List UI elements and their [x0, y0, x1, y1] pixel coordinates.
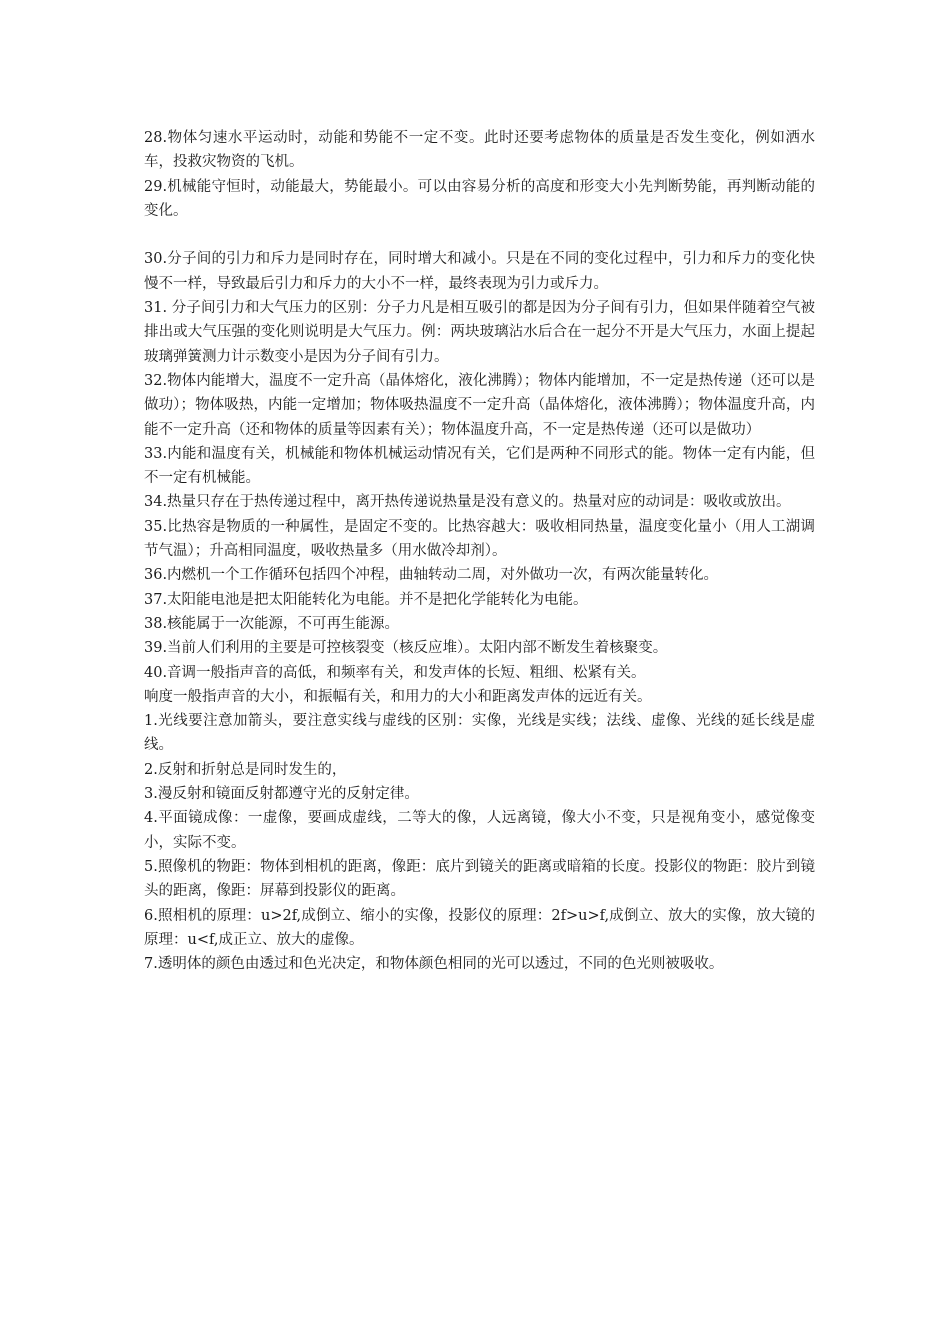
paragraph: 2.反射和折射总是同时发生的， — [144, 761, 347, 778]
paragraph: 37.太阳能电池是把太阳能转化为电能。并不是把化学能转化为电能。 — [144, 591, 588, 608]
paragraph: 6.照相机的原理：u>2f,成倒立、缩小的实像，投影仪的原理：2f>u>f,成倒立、放大的实像，放大镜的原理：u<f,成正立、放大的虚像。 — [144, 907, 815, 948]
paragraph: 响度一般指声音的大小，和振幅有关，和用力的大小和距离发声体的远近有关。 — [144, 688, 652, 705]
blank-line — [144, 223, 815, 247]
paragraph: 5.照像机的物距：物体到相机的距离，像距：底片到镜关的距离或暗箱的长度。投影仪的物距：胶片到镜头的距离，像距：屏幕到投影仪的距离。 — [144, 858, 815, 900]
paragraph: 31. 分子间引力和大气压力的区别：分子力凡是相互吸引的都是因为分子间有引力，但如果伴随着空气被排出或大气压强的变化则说明是大气压力。例：两块玻璃沾水后合在一起分不开是大气压力，水面上提起玻璃弹簧测力计示数变小是因为分子间有引力。 — [144, 300, 815, 365]
document-page — [144, 126, 815, 976]
paragraph: 36.内燃机一个工作循环包括四个冲程，曲轴转动二周，对外做功一次，有两次能量转化。 — [144, 567, 719, 584]
paragraph: 40.音调一般指声音的高低，和频率有关，和发声体的长短、粗细、松紧有关。 — [144, 664, 646, 681]
paragraph: 30.分子间的引力和斥力是同时存在，同时增大和减小。只是在不同的变化过程中，引力和斥力的变化快慢不一样，导致最后引力和斥力的大小不一样，最终表现为引力或斥力。 — [144, 251, 815, 292]
paragraph-group-heat-sound-light — [144, 247, 815, 976]
paragraph: 28.物体匀速水平运动时，动能和势能不一定不变。此时还要考虑物体的质量是否发生变化，例如洒水车，投救灾物资的飞机。 — [144, 130, 815, 171]
paragraph: 32.物体内能增大，温度不一定升高（晶体熔化，液化沸腾）；物体内能增加，不一定是热传递（还可以是做功）；物体吸热，内能一定增加；物体吸热温度不一定升高（晶体熔化，液体沸腾）；物体温度升高，内能不一定升高（还和物体的质量等因素有关）；物体温度升高，不一定是热传递（还可以是做功） — [144, 372, 815, 438]
paragraph: 1.光线要注意加箭头，要注意实线与虚线的区别：实像，光线是实线；法线、虚像、光线的延长线是虚线。 — [144, 713, 815, 754]
paragraph: 3.漫反射和镜面反射都遵守光的反射定律。 — [144, 786, 419, 803]
paragraph-group-energy — [144, 126, 815, 223]
paragraph: 29.机械能守恒时，动能最大，势能最小。可以由容易分析的高度和形变大小先判断势能，再判断动能的变化。 — [144, 178, 815, 219]
paragraph: 34.热量只存在于热传递过程中，离开热传递说热量是没有意义的。热量对应的动词是：吸收或放出。 — [144, 494, 791, 511]
paragraph: 35.比热容是物质的一种属性，是固定不变的。比热容越大：吸收相同热量，温度变化量小（用人工湖调节气温）；升高相同温度，吸收热量多（用水做冷却剂）。 — [144, 518, 815, 560]
paragraph: 39.当前人们利用的主要是可控核裂变（核反应堆）。太阳内部不断发生着核聚变。 — [144, 640, 668, 657]
paragraph: 33.内能和温度有关，机械能和物体机械运动情况有关，它们是两种不同形式的能。物体一定有内能，但不一定有机械能。 — [144, 445, 815, 487]
paragraph: 4.平面镜成像：一虚像，要画成虚线，二等大的像，人远离镜，像大小不变，只是视角变小，感觉像变小，实际不变。 — [144, 810, 815, 851]
paragraph: 38.核能属于一次能源，不可再生能源。 — [144, 615, 400, 632]
paragraph: 7.透明体的颜色由透过和色光决定，和物体颜色相同的光可以透过，不同的色光则被吸收。 — [144, 956, 724, 973]
